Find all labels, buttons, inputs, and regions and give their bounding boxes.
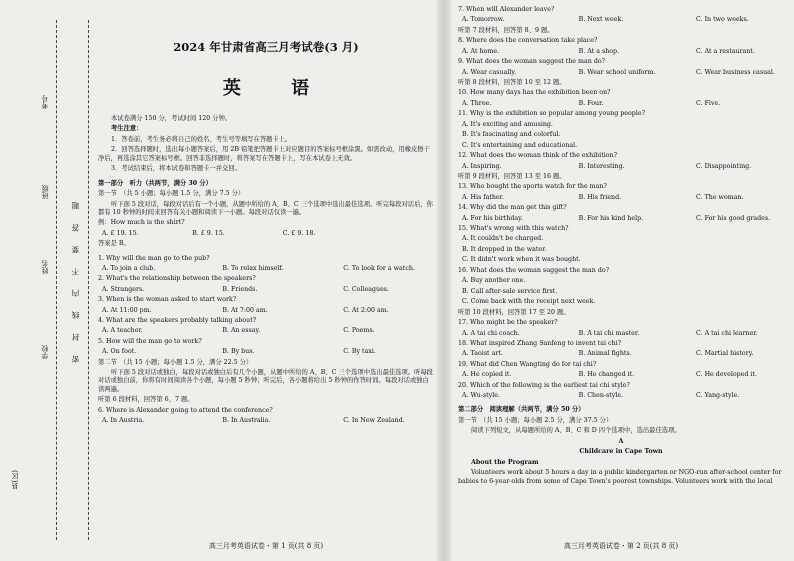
page-fold: [437, 0, 451, 561]
option: B. At 7:00 am.: [222, 306, 268, 314]
question-options: [98, 348, 434, 356]
question-text: 14. Why did the man get this gift?: [458, 204, 567, 212]
page-2: [458, 0, 784, 561]
question-text: 15. What's wrong with this watch?: [458, 224, 569, 232]
option: C. At 2:00 am.: [343, 306, 389, 314]
question-options: [98, 265, 434, 273]
question-text: 1. Why will the man go to the pub?: [98, 254, 210, 262]
listening-instruction: 听第 8 段材料，回答第 10 至 12 题。: [458, 78, 566, 86]
question-options: [458, 350, 784, 358]
question-text: 8. Where does the conversation take place?: [458, 37, 598, 45]
option: A. He copied it.: [462, 371, 512, 379]
option: A. It couldn't be charged.: [462, 235, 544, 243]
question-options: [458, 48, 784, 56]
question-text: 6. Where is Alexander going to attend the conference?: [98, 406, 273, 414]
section-heading: About the Program: [471, 458, 539, 466]
exam-info: 本试卷满分 150 分，考试时间 120 分钟。: [111, 114, 232, 122]
section2-heading: 第二节 （共 15 小题；每小题 1.5 分，满分 22.5 分）: [98, 358, 253, 366]
option: B. He changed it.: [578, 371, 635, 379]
option: B. Wear school uniform.: [578, 68, 656, 76]
subject-title: 英 语: [222, 78, 332, 100]
question-text: 18. What inspired Zhang Sanfeng to invent tai chi?: [458, 340, 622, 347]
question-options: [98, 327, 434, 335]
option: A. It's exciting and amusing.: [462, 120, 553, 128]
option: C. The woman.: [695, 193, 744, 201]
class-field: 班级: [41, 185, 49, 199]
option: A. Wear casually.: [462, 68, 517, 76]
binding-line: [56, 20, 57, 540]
option: A. Tomorrow.: [462, 16, 505, 24]
question-text: 17. Who might be the speaker?: [458, 319, 558, 327]
question-text: 9. What does the woman suggest the man do?: [458, 58, 606, 66]
listening-instruction: 听第 6 段材料，回答第 6、7 题。: [98, 396, 194, 404]
question-text: 3. When is the woman asked to start work?: [98, 296, 237, 304]
question-options: [458, 194, 784, 202]
option: A. Taoist art.: [462, 350, 503, 358]
part2-heading: 第二部分 阅读理解（共两节，满分 50 分）: [458, 406, 585, 414]
option: A. A teacher.: [102, 327, 143, 335]
question-text: 7. When will Alexander leave?: [458, 6, 555, 13]
option: B. Animal fights.: [578, 350, 632, 358]
passage-title: Childcare in Cape Town: [579, 448, 663, 456]
section2-instructions: 听下面 5 段对话或独白，每段对话或独白后有几个小题，从题中所给的 A、B、C 三个选项中选出最佳选项。听每段对话或独白前，你将有时间阅读各个小题，每小题 5 秒钟；听完后，各小题将给出 5 秒钟的作答时间。每段对话或独白读两遍。: [98, 369, 433, 393]
notes-heading: 考生注意：: [111, 125, 143, 133]
example-answer: 答案是 B。: [98, 240, 130, 248]
question-list: [98, 255, 434, 357]
option: C. A tai chi learner.: [695, 329, 758, 337]
question-text: 5. How will the man go to work?: [98, 337, 202, 345]
question-text: 13. Who bought the sports watch for the man?: [458, 183, 607, 191]
question-text: 2. What's the relationship between the speakers?: [98, 275, 256, 283]
option: C. In two weeks.: [695, 16, 749, 24]
option: A. Inspiring.: [462, 162, 502, 170]
binding-strip: [0, 0, 96, 561]
option: B. An essay.: [222, 327, 261, 335]
passage-text: Volunteers work about 5 hours a day in a public kindergarten or NGO-run after-school center for babies to 6-year-olds from some of Cape Town's poorest townships. Volunteers work with the local: [458, 469, 782, 485]
option: C. Disappointing.: [695, 162, 752, 170]
option: B. It dropped in the water.: [462, 245, 547, 253]
option: A. £ 19. 15.: [102, 229, 139, 237]
option: C. In New Zealand.: [343, 417, 405, 425]
exam-title: 2024 年甘肃省高三月考试卷(3 月): [173, 40, 359, 54]
option: C. Yang-style.: [695, 392, 740, 400]
listening-instruction: 听第 7 段材料，回答第 8、9 题。: [458, 26, 554, 34]
option: C. Martial history.: [695, 350, 754, 358]
option: C. Wear business casual.: [695, 68, 775, 76]
question-options: [458, 163, 784, 171]
note-item: 1．答卷前，考生务必将自己的姓名、考生号等填写在答题卡上。: [111, 135, 292, 143]
question-text: 11. Why is the exhibition so popular among young people?: [458, 110, 645, 118]
passage-letter: A: [618, 437, 624, 445]
option: C. To look for a watch.: [343, 265, 415, 273]
reading-section1-heading: 第一节 （共 15 小题；每小题 2.5 分，满分 37.5 分）: [458, 416, 613, 424]
option: A. At home.: [462, 47, 500, 55]
option: C. £ 9. 18.: [282, 229, 316, 237]
option: A. At 11:00 pm.: [102, 306, 152, 314]
question-options: [98, 417, 434, 425]
option: B. For his kind help.: [578, 214, 644, 222]
option: A. In Austria.: [102, 417, 145, 425]
example-question: 例：How much is the shirt?: [98, 219, 185, 227]
section1-instructions: 听下面 5 段对话，每段对话后有一个小题，从题中所给的 A、B、C 三个选项中选出最佳选项。听完每段对话后，你都有 10 秒钟的时间来回答有关小题和阅读下一小题。每段对话仅读一遍。: [98, 200, 433, 216]
option: B. It's fascinating and colorful.: [462, 131, 561, 139]
reading-instructions: 阅读下列短文，从每题所给的 A、B、C 和 D 四个选项中，选出最佳选项。: [471, 427, 681, 435]
option: C. It's entertaining and educational.: [462, 141, 578, 149]
option: B. Chen-style.: [578, 392, 624, 400]
question-options: [98, 286, 434, 294]
option: B. By bus.: [222, 348, 255, 356]
page-footer: 高三月考英语试卷・第 1 页(共 8 页): [208, 541, 324, 550]
question-options: [458, 69, 784, 77]
example-options: [98, 230, 434, 238]
option: B. Interesting.: [578, 162, 625, 170]
option: A. Three.: [462, 99, 492, 107]
question-options: [458, 392, 784, 400]
question-text: 19. What did Chen Wangting do for tai chi?: [458, 360, 597, 368]
option: B. His friend.: [578, 193, 622, 201]
question-list: [458, 6, 784, 400]
option: B. At a shop.: [578, 47, 620, 55]
option: A. On foot.: [102, 348, 137, 356]
question-options: [458, 371, 784, 379]
option: B. In Australia.: [222, 417, 271, 425]
note-item: 2．回答选择题时，选出每小题答案后，用 2B 铅笔把答题卡上对应题目的答案标号框涂黑。如需改动，用橡皮擦干净后，再选涂其它答案标号框。回答非选择题时，将答案写在答题卡上，写在本试卷上无效。: [98, 146, 430, 162]
option: B. To relax himself.: [222, 265, 284, 273]
question-text: 10. How many days has the exhibition been on?: [458, 89, 611, 97]
part1-heading: 第一部分 听力（共两节，满分 30 分）: [98, 179, 212, 187]
listening-instruction: 听第 10 段材料，回答第 17 至 20 题。: [458, 308, 570, 316]
seal-line: [88, 20, 89, 540]
question-options: [458, 100, 784, 108]
question-options: [458, 215, 784, 223]
listening-instruction: 听第 9 段材料，回答第 13 至 16 题。: [458, 172, 566, 180]
question-text: 4. What are the speakers probably talking about?: [98, 317, 257, 324]
question-text: 20. Which of the following is the earliest tai chi style?: [458, 381, 630, 389]
option: C. He developed it.: [695, 371, 757, 379]
note-item: 3．考试结束后，将本试卷和答题卡一并交回。: [111, 165, 241, 173]
option: C. Colleagues.: [343, 285, 390, 293]
section1-heading: 第一节 （共 5 小题；每小题 1.5 分，满分 7.5 分）: [98, 190, 245, 198]
option: B. Four.: [578, 99, 604, 107]
option: B. A tai chi master.: [578, 329, 640, 337]
option: A. To join a club.: [102, 265, 156, 273]
option: C. It didn't work when it was bought.: [462, 256, 581, 264]
page-footer: 高三月考英语试卷・第 2 页(共 8 页): [563, 541, 679, 550]
county-field: 县(区): [11, 470, 19, 490]
option: C. By taxi.: [343, 348, 376, 356]
question-text: 12. What does the woman think of the exhibition?: [458, 152, 617, 160]
name-field: 姓名: [41, 260, 49, 274]
option: A. Strangers.: [102, 285, 145, 293]
question-options: [98, 307, 434, 315]
option: C. At a restaurant.: [695, 47, 755, 55]
question-options: [458, 16, 784, 24]
option: C. Five.: [695, 99, 721, 107]
option: B. Friends.: [222, 285, 258, 293]
option: A. His father.: [462, 193, 505, 201]
option: B. £ 9. 15.: [192, 229, 225, 237]
page-1: [98, 0, 434, 561]
exam-number-field: 考号: [41, 95, 49, 109]
option: A. Wu-style.: [462, 392, 501, 400]
option: C. Come back with the receipt next week.: [462, 298, 596, 306]
question-options: [458, 330, 784, 338]
option: A. A tai chi coach.: [462, 329, 520, 337]
option: A. For his birthday.: [462, 214, 523, 222]
option: B. Call after-sale service first.: [462, 287, 558, 295]
option: A. Buy another one.: [462, 277, 526, 285]
question-text: 16. What does the woman suggest the man do?: [458, 266, 610, 274]
option: C. For his good grades.: [695, 214, 771, 222]
option: C. Poems.: [343, 327, 375, 335]
school-field: 学校: [41, 345, 49, 359]
seal-notice: 密 封 线 内 不 要 答 题: [71, 196, 80, 364]
option: B. Next week.: [578, 16, 624, 24]
